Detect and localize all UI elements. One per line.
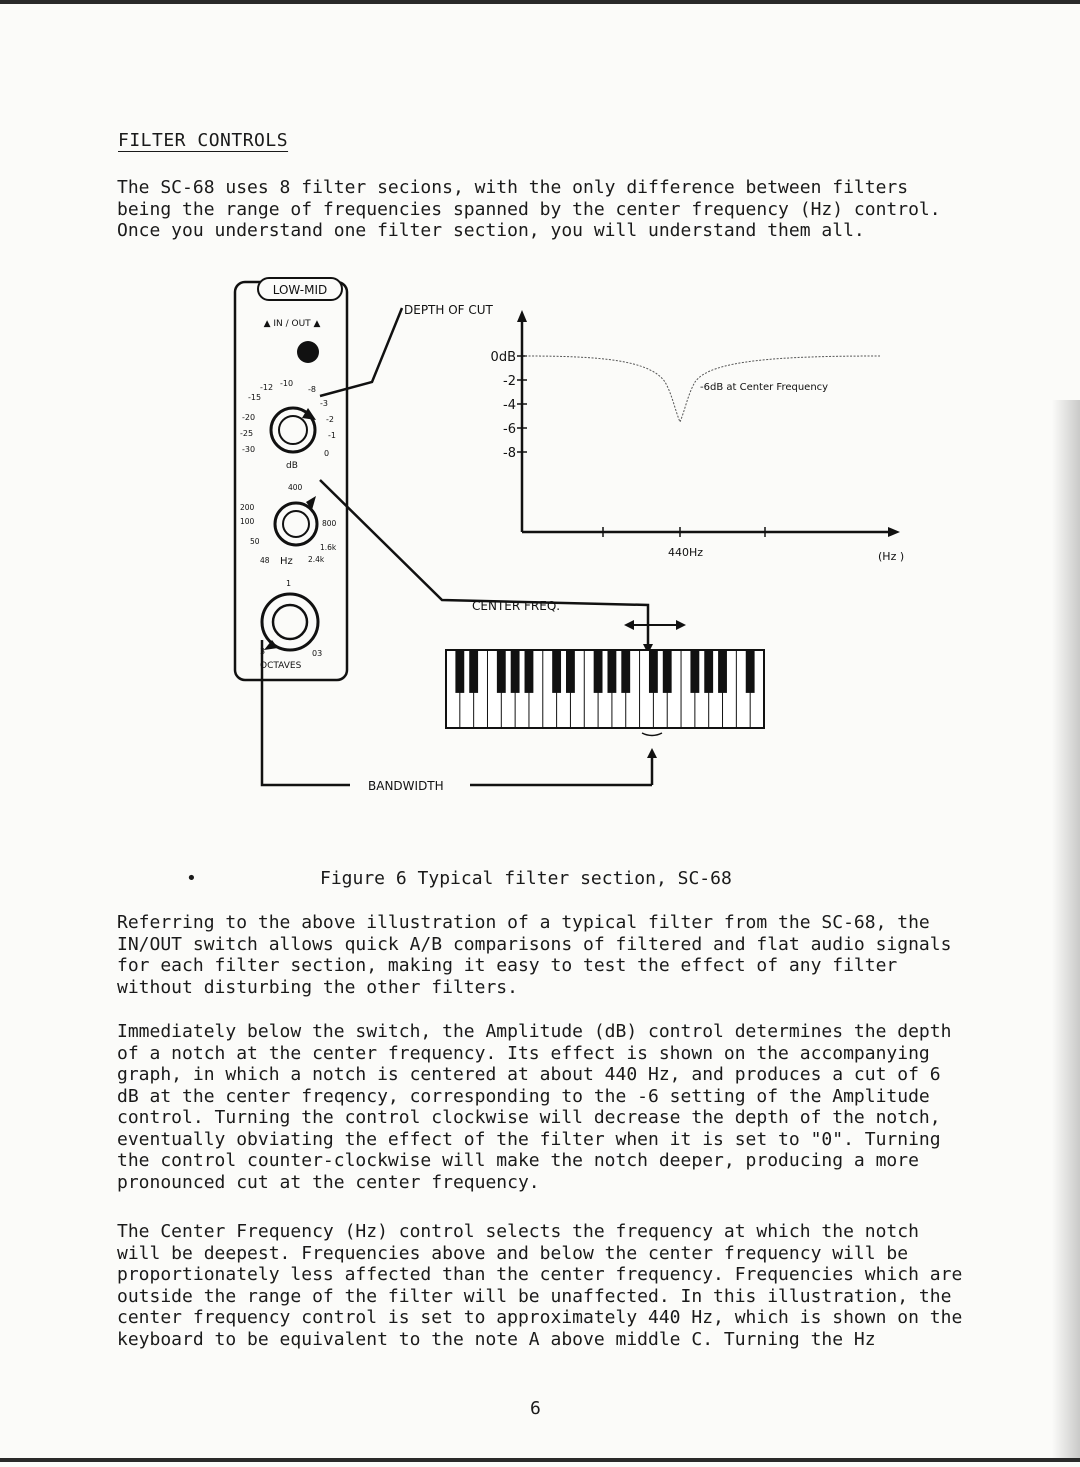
section-heading: FILTER CONTROLS — [118, 130, 289, 151]
center-frequency-knob[interactable] — [275, 496, 317, 545]
caption-bullet: • — [186, 868, 197, 889]
panel-title: LOW-MID — [272, 283, 328, 297]
figure-caption: Figure 6 Typical filter section, SC-68 — [320, 868, 732, 889]
control-panel — [235, 278, 347, 680]
amplitude-knob[interactable] — [271, 408, 316, 452]
black-key — [663, 650, 672, 693]
black-key — [455, 650, 464, 693]
black-key — [690, 650, 699, 693]
center-freq-label: CENTER FREQ. — [472, 599, 561, 613]
db-tick: -30 — [242, 445, 256, 454]
db-tick: -2 — [326, 415, 334, 424]
y-tick-label: -4 — [503, 398, 516, 413]
db-tick: -3 — [320, 399, 328, 408]
scan-edge-shadow — [1052, 400, 1080, 1460]
db-tick: 0 — [324, 449, 330, 458]
depth-of-cut-label: DEPTH OF CUT — [404, 303, 493, 317]
keyboard-frame — [446, 650, 764, 728]
db-tick: -8 — [308, 385, 316, 394]
octaves-label: OCTAVES — [260, 661, 302, 671]
black-key — [704, 650, 713, 693]
bandwidth-label: BANDWIDTH — [368, 779, 444, 793]
hz-tick: 1.6k — [320, 543, 337, 552]
black-key — [511, 650, 520, 693]
piano-keyboard — [446, 650, 764, 728]
hz-unit: Hz — [280, 556, 293, 567]
hz-tick: 200 — [240, 503, 255, 512]
db-tick: -10 — [280, 379, 294, 388]
notch-graph — [491, 310, 905, 563]
black-key — [594, 650, 603, 693]
paragraph: The Center Frequency (Hz) control selects the frequency at which the notch will be deepest. Frequencies above and below the center frequency will be proportionately less affected than the center frequency. Frequencies which are outside the range of the filter will be unaffected. In this illustration, the center frequency control is set to approximately 440 Hz, which is shown on the keyboard to be equivalent to the note A above middle C. Turning the Hz — [117, 1221, 963, 1350]
in-out-switch[interactable] — [297, 341, 319, 363]
hz-tick: 100 — [240, 517, 255, 526]
db-tick: -15 — [248, 393, 262, 402]
y-tick-label: -8 — [503, 446, 516, 461]
black-key — [469, 650, 478, 693]
graph-annotation: -6dB at Center Frequency — [700, 382, 829, 393]
range-arrow-icon — [624, 620, 686, 630]
in-out-label: ▲ IN / OUT ▲ — [263, 319, 321, 329]
hz-tick: 2.4k — [308, 555, 325, 564]
hz-tick: 50 — [250, 537, 260, 546]
paragraph: Referring to the above illustration of a typical filter from the SC-68, the IN/OUT switch allows quick A/B comparisons of filtered and flat audio signals for each filter section, making it easy to test the effect of any filter without disturbing the other filters. — [117, 912, 952, 998]
db-tick: -20 — [242, 413, 256, 422]
black-key — [566, 650, 575, 693]
hz-tick: 800 — [322, 519, 337, 528]
black-key — [718, 650, 727, 693]
graph-x-label: 440Hz — [668, 546, 704, 559]
y-tick-label: -6 — [503, 422, 516, 437]
bandwidth-knob[interactable] — [262, 594, 318, 650]
black-key — [746, 650, 755, 693]
top-border — [0, 0, 1080, 4]
octave-tick: 3 — [260, 647, 266, 656]
hz-tick: 48 — [260, 556, 270, 565]
black-key — [525, 650, 534, 693]
bottom-border — [0, 1458, 1080, 1462]
black-key — [497, 650, 506, 693]
black-key — [621, 650, 630, 693]
db-tick: -12 — [260, 383, 274, 392]
black-key — [649, 650, 658, 693]
graph-x-unit: (Hz ) — [878, 550, 905, 563]
intro-paragraph: The SC-68 uses 8 filter secions, with the only difference between filters being the range of frequencies spanned by the center frequency (Hz) control. Once you understand one filter section, you will understand them all. — [117, 177, 941, 241]
db-unit: dB — [286, 461, 298, 471]
octave-tick: 03 — [312, 649, 323, 658]
paragraph: Immediately below the switch, the Amplitude (dB) control determines the depth of a notch at the center frequency. Its effect is shown on the accompanying graph, in which a notch is centered at about 440 Hz, and produces a cut of 6 dB at the center freqency, corresponding to the -6 setting of the Amplitude control. Turning the control clockwise will decrease the depth of the notch, eventually obviating the effect of the filter when it is set to "0". Turning the control counter-clockwise will make the notch deeper, producing a more pronounced cut at the center frequency. — [117, 1021, 952, 1193]
black-key — [607, 650, 616, 693]
filter-section-figure — [220, 270, 940, 810]
octave-tick: 1 — [286, 579, 292, 588]
black-key — [552, 650, 561, 693]
db-tick: -1 — [328, 431, 336, 440]
hz-tick: 400 — [288, 483, 303, 492]
db-tick: -25 — [240, 429, 254, 438]
y-tick-label: -2 — [503, 374, 516, 389]
page-number: 6 — [530, 1398, 541, 1419]
y-tick-label: 0dB — [490, 350, 516, 365]
